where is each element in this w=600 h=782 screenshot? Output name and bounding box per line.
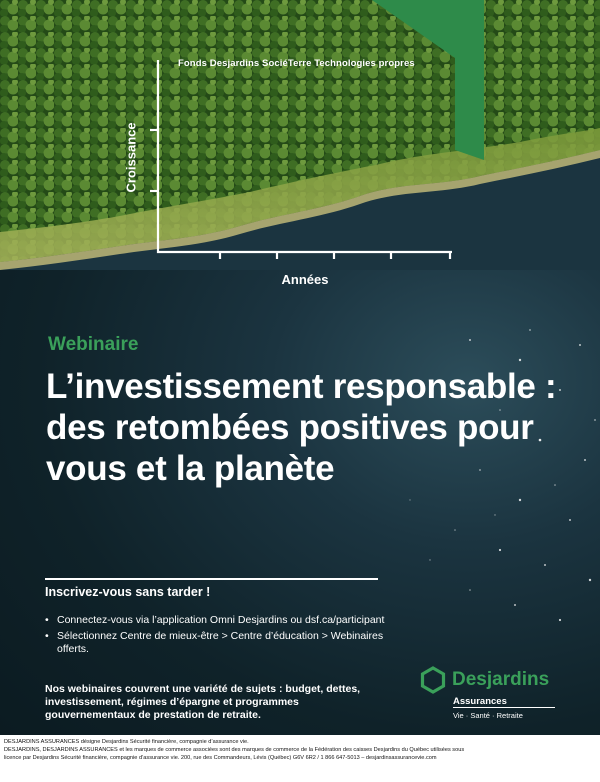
growth-chart: [0, 0, 600, 300]
chart-y-axis-label: Croissance: [123, 122, 139, 193]
section-divider: [45, 578, 378, 580]
registration-steps: [45, 614, 385, 659]
logo-subtitle: Assurances: [453, 696, 507, 707]
chart-x-axis-label: Années: [281, 272, 329, 287]
logo-rule: [453, 707, 555, 708]
headline-line-1: L’investissement responsable :: [46, 367, 557, 406]
footer-line-1: DESJARDINS ASSURANCES désigne Desjardins Sécurité financière, compagnie d’assurance vie.: [4, 739, 249, 745]
legal-footer: [0, 735, 600, 782]
water-sparkle-texture: [0, 300, 600, 730]
register-heading: Inscrivez-vous sans tarder !: [45, 585, 211, 599]
logo-wordmark: Desjardins: [452, 669, 550, 690]
headline-line-2: des retombées positives pour: [46, 408, 534, 447]
headline-line-3: vous et la planète: [46, 449, 335, 488]
step-item: • Connectez-vous via l’application Omni Desjardins ou dsf.ca/participant: [45, 614, 385, 627]
logo-tagline: Vie · Santé · Retraite: [453, 711, 523, 720]
topics-paragraph: Nos webinaires couvrent une variété de sujets : budget, dettes, investissement, régimes d’épargne et programmes gouvernementaux de prestation de retraite.: [45, 683, 361, 721]
headline: [46, 366, 586, 489]
step-item: • Sélectionnez Centre de mieux-être > Centre d’éducation > Webinaires offerts.: [45, 630, 385, 656]
hexagon-logo-icon: [420, 666, 446, 694]
chart-title: Fonds Desjardins SociéTerre Technologies propres: [178, 58, 415, 69]
footer-line-2: DESJARDINS, DESJARDINS ASSURANCES et les marques de commerce associées sont des marques de commerce de la Fédération des caisses Desjardins du Québec utilisées sous: [4, 747, 465, 753]
footer-line-3: licence par Desjardins Sécurité financière, compagnie d’assurance vie. 200, rue des Commandeurs, Lévis (Québec) G6V 6R2 / 1 866 647-5013 – desjardinsassurancevie.com: [4, 755, 437, 761]
webinar-kicker: Webinaire: [48, 334, 139, 355]
chart-axes: [150, 60, 452, 259]
